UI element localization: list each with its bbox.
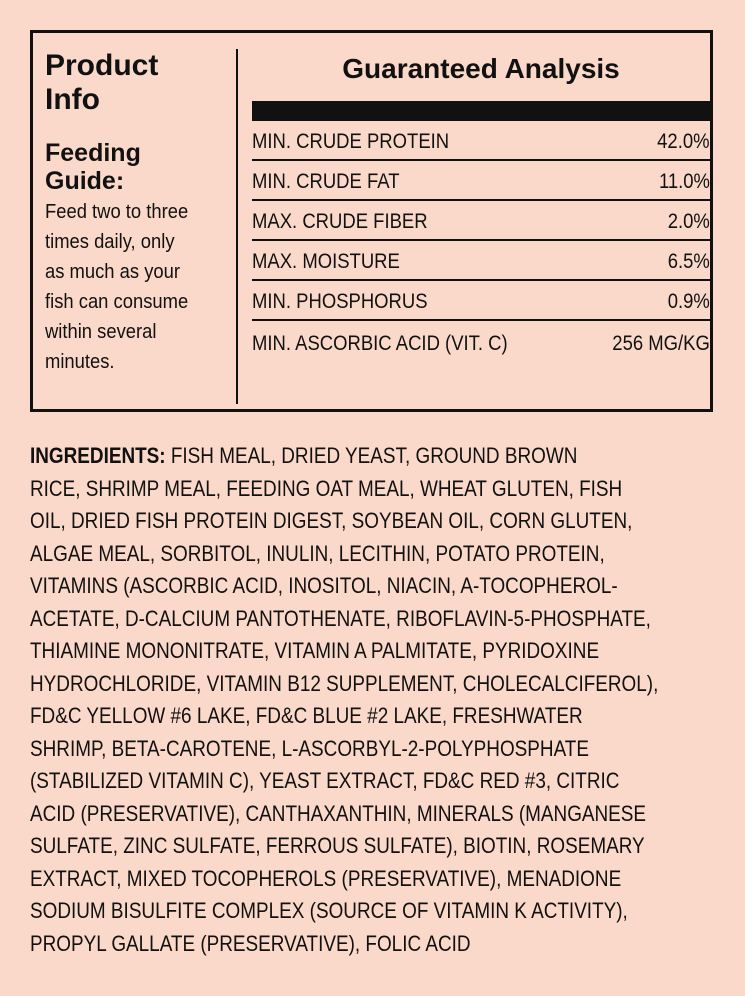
analysis-value: 6.5% [667, 250, 710, 273]
feeding-guide-title [45, 139, 233, 195]
analysis-row [252, 321, 710, 361]
ingredients-line: SODIUM BISULFITE COMPLEX (SOURCE OF VITAMIN K ACTIVITY), [30, 898, 628, 923]
analysis-label: MIN. CRUDE PROTEIN [252, 130, 450, 153]
analysis-value: 11.0% [658, 170, 710, 193]
ingredients-line: OIL, DRIED FISH PROTEIN DIGEST, SOYBEAN OIL, CORN GLUTEN, [30, 508, 633, 533]
ingredients-line: HYDROCHLORIDE, VITAMIN B12 SUPPLEMENT, CHOLECALCIFEROL), [30, 670, 659, 696]
feeding-guide-text [45, 197, 234, 377]
analysis-value: 0.9% [667, 290, 710, 313]
feeding-guide-title-line1: Feeding [45, 139, 141, 167]
analysis-label: MAX. CRUDE FIBER [252, 210, 428, 233]
guaranteed-analysis-section [252, 51, 710, 361]
feeding-line: Feed two to three [45, 201, 189, 223]
ingredients-label: INGREDIENTS: [30, 443, 166, 468]
ingredients-line: ALGAE MEAL, SORBITOL, INULIN, LECITHIN, POTATO PROTEIN, [30, 540, 605, 566]
guaranteed-analysis-title: Guaranteed Analysis [342, 53, 620, 84]
ingredients-text: FISH MEAL, DRIED YEAST, GROUND BROWN [165, 443, 578, 468]
product-info-title-line1: Product [45, 49, 159, 82]
ingredients-line: FD&C YELLOW #6 LAKE, FD&C BLUE #2 LAKE, FRESHWATER [30, 703, 583, 728]
ingredients-line [30, 440, 720, 473]
ingredients-line: EXTRACT, MIXED TOCOPHEROLS (PRESERVATIVE), MENADIONE [30, 865, 622, 891]
feeding-line: fish can consume [45, 291, 189, 313]
product-info-title [45, 49, 233, 117]
feeding-line: as much as your [45, 261, 180, 283]
feeding-guide-title-line2: Guide: [45, 167, 125, 195]
analysis-label: MIN. ASCORBIC ACID (VIT. C) [252, 332, 508, 355]
analysis-label: MIN. CRUDE FAT [252, 170, 400, 193]
analysis-header-bar [252, 101, 710, 121]
analysis-row [252, 121, 710, 161]
feeding-line: times daily, only [45, 231, 175, 253]
feeding-line: within several [45, 321, 157, 343]
analysis-value: 2.0% [667, 210, 710, 233]
analysis-row [252, 281, 710, 321]
ingredients-line: THIAMINE MONONITRATE, VITAMIN A PALMITATE, PYRIDOXINE [30, 638, 600, 663]
ingredients-line: RICE, SHRIMP MEAL, FEEDING OAT MEAL, WHEAT GLUTEN, FISH [30, 475, 623, 501]
ingredients-line: SULFATE, ZINC SULFATE, FERROUS SULFATE), BIOTIN, ROSEMARY [30, 833, 645, 858]
ingredients-line: PROPYL GALLATE (PRESERVATIVE), FOLIC ACID [30, 930, 471, 956]
ingredients-line: (STABILIZED VITAMIN C), YEAST EXTRACT, FD&C RED #3, CITRIC [30, 768, 620, 793]
analysis-table [252, 121, 710, 361]
analysis-row [252, 241, 710, 281]
analysis-label: MIN. PHOSPHORUS [252, 290, 428, 313]
ingredients-line: ACID (PRESERVATIVE), CANTHAXANTHIN, MINERALS (MANGANESE [30, 800, 647, 826]
analysis-value: 256 MG/KG [612, 332, 710, 355]
ingredients-line: SHRIMP, BETA-CAROTENE, L-ASCORBYL-2-POLYPHOSPHATE [30, 735, 589, 761]
product-info-panel [30, 30, 713, 412]
ingredients-line: ACETATE, D-CALCIUM PANTOTHENATE, RIBOFLAVIN-5-PHOSPHATE, [30, 605, 651, 631]
analysis-label: MAX. MOISTURE [252, 250, 400, 273]
ingredients-line: VITAMINS (ASCORBIC ACID, INOSITOL, NIACIN, A-TOCOPHEROL- [30, 573, 618, 598]
product-info-section [45, 49, 233, 377]
analysis-value: 42.0% [657, 130, 710, 153]
product-info-title-line2: Info [45, 83, 100, 116]
section-divider [236, 49, 238, 404]
ingredients-section [30, 440, 720, 960]
feeding-line: minutes. [45, 351, 115, 373]
analysis-row [252, 201, 710, 241]
analysis-row [252, 161, 710, 201]
